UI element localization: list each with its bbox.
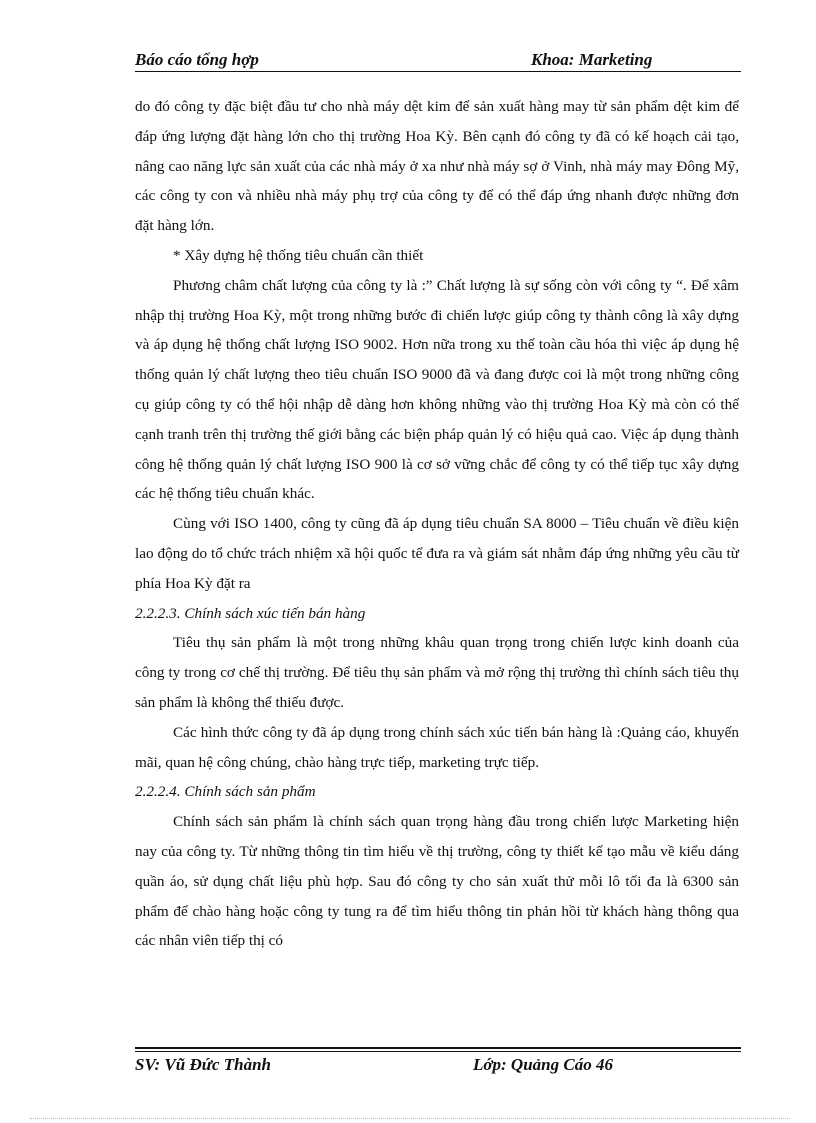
paragraph-product-consumption: Tiêu thụ sản phẩm là một trong những khâu quan trọng trong chiến lược kinh doanh của công ty trong cơ chế thị trường. Để tiêu thụ sản phẩm và mở rộng thị trường thì chính sách tiêu thụ sản phẩm là không thể thiếu được. [135,634,739,711]
footer-divider-thick [135,1047,741,1049]
footer-divider-thin [135,1051,741,1052]
paragraph-promotion-forms: Các hình thức công ty đã áp dụng trong chính sách xúc tiến bán hàng là :Quảng cáo, khuyến mãi, quan hệ công chúng, chào hàng trực tiếp, marketing trực tiếp. [135,723,739,771]
header-report-title: Báo cáo tổng hợp [135,50,259,69]
section-heading-promotion: 2.2.2.3. Chính sách xúc tiến bán hàng [135,604,366,622]
page-bottom-dotted-border [30,1118,790,1119]
page-footer [135,1055,741,1079]
section-heading-product-policy: 2.2.2.4. Chính sách sản phẩm [135,783,316,801]
header-divider [135,71,741,72]
footer-class-name: Lớp: Quảng Cáo 46 [473,1055,613,1074]
paragraph-product-policy: Chính sách sản phẩm là chính sách quan trọng hàng đầu trong chiến lược Marketing hiện nay của công ty. Từ những thông tin tìm hiểu về thị trường, công ty thiết kế tạo mẫu về kiểu dáng quần áo, sử dụng chất liệu phù hợp. Sau đó công ty cho sản xuất thử mỗi lô tối đa là 6300 sản phẩm để chào hàng hoặc công ty tung ra để tìm hiểu thông tin phản hồi từ khách hàng thông qua các nhân viên tiếp thị có [135,813,739,950]
paragraph-quality-policy: Phương châm chất lượng của công ty là :” Chất lượng là sự sống còn với công ty “. Để xâm nhập thị trường Hoa Kỳ, một trong những bước đi chiến lược giúp công ty thành công là xây dựng và áp dụng hệ thống chất lượng ISO 9002. Hơn nữa trong xu thế toàn cầu hóa thì việc áp dụng hệ thống quản lý chất lượng theo tiêu chuẩn ISO 9000 đã và đang được coi là một trong những công cụ giúp công ty có thể hội nhập dễ dàng hơn không những vào thị trường Hoa Kỳ mà còn có thể cạnh tranh trên thị trường thế giới bằng các biện pháp quản lý có hiệu quả cao. Việc áp dụng thành công hệ thống quản lý chất lượng ISO 900 là cơ sở vững chắc để công ty có thể tiếp tục xây dựng các hệ thống tiêu chuẩn khác. [135,276,739,503]
footer-student-name: SV: Vũ Đức Thành [135,1055,271,1074]
paragraph-sa8000: Cùng với ISO 1400, công ty cũng đã áp dụng tiêu chuẩn SA 8000 – Tiêu chuẩn về điều kiện lao động do tổ chức trách nhiệm xã hội quốc tế đưa ra và giám sát nhằm đáp ứng những yêu cầu từ phía Hoa Kỳ đặt ra [135,515,739,592]
document-body [135,92,739,956]
paragraph-continuation: do đó công ty đặc biệt đầu tư cho nhà máy dệt kim để sản xuất hàng may từ sản phẩm dệt kim để đáp ứng lượng đặt hàng lớn cho thị trường Hoa Kỳ. Bên cạnh đó công ty đã có kế hoạch cải tạo, nâng cao năng lực sản xuất của các nhà máy ở xa như nhà máy sợ ở Vinh, nhà máy may Đông Mỹ, các công ty con và nhiều nhà máy phụ trợ của công ty để có thể đáp ứng nhanh được những đơn đặt hàng lớn. [135,98,739,235]
bullet-standards: * Xây dựng hệ thống tiêu chuẩn cần thiết [173,246,424,264]
header-faculty: Khoa: Marketing [531,50,653,69]
page-header [135,50,741,72]
